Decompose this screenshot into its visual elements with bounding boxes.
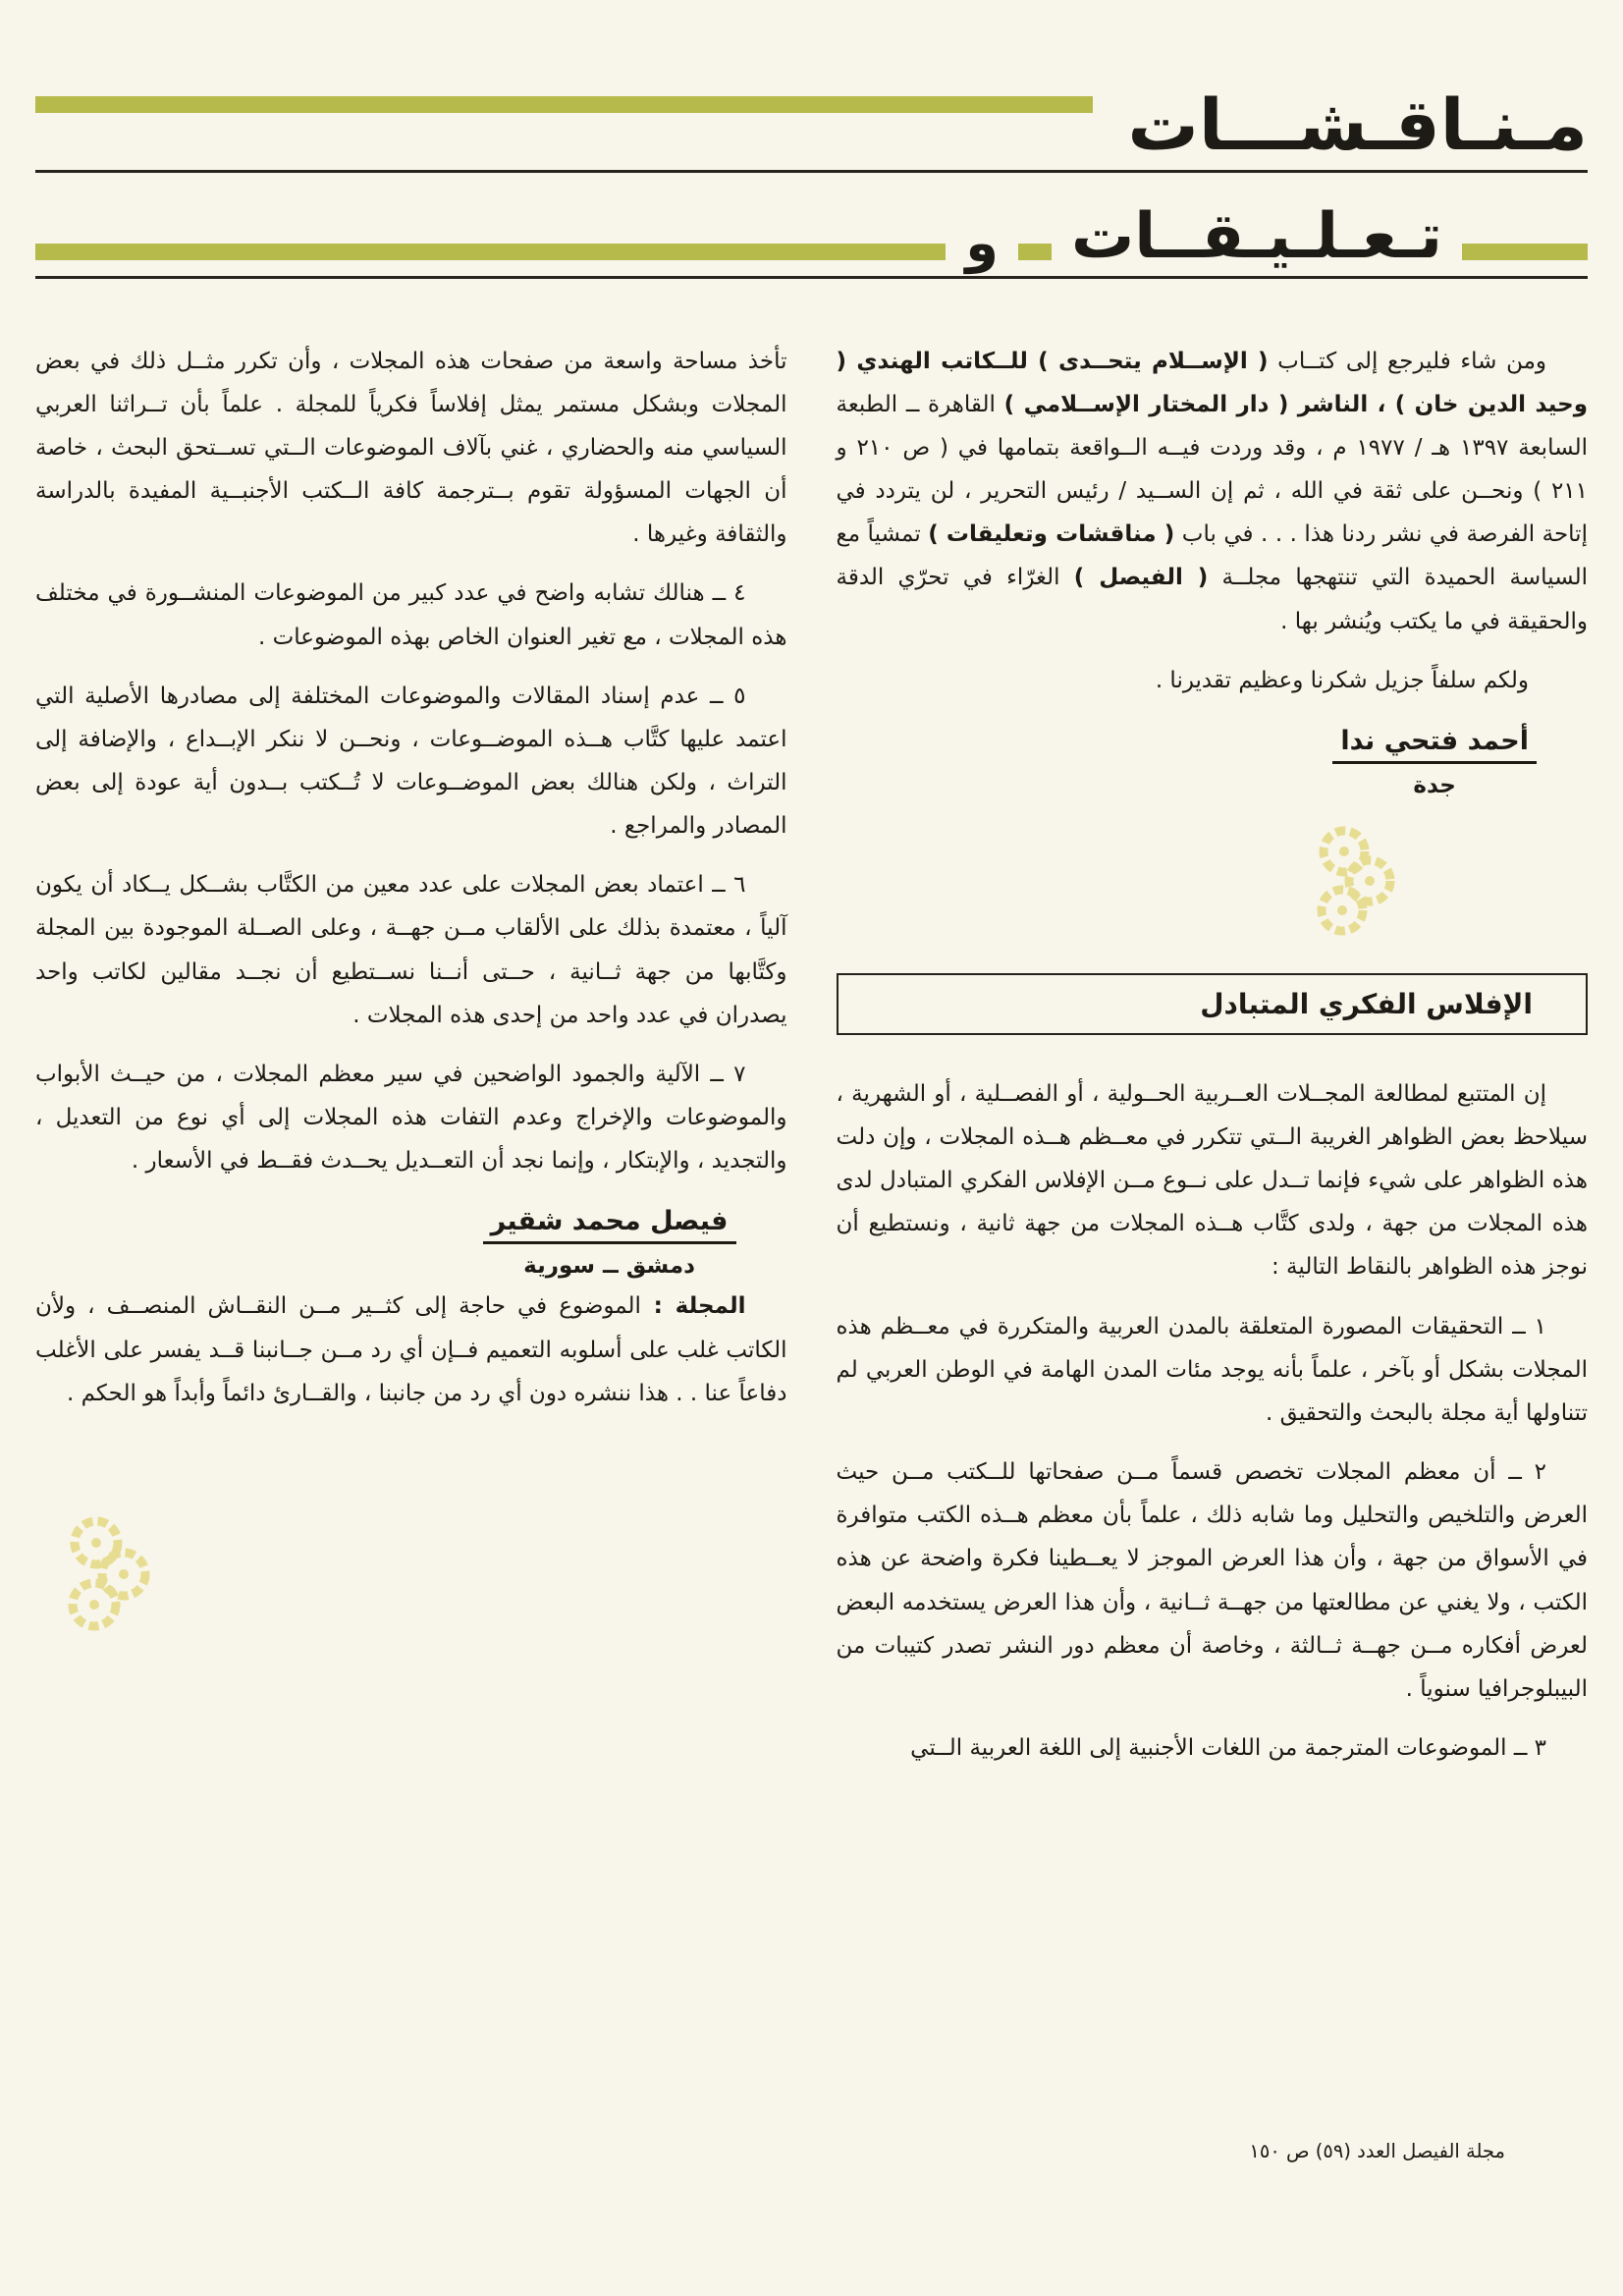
- numbered-item-5: ٥ ــ عدم إسناد المقالات والموضوعات المختلفة إلى مصادرها الأصلية التي اعتمد عليها كتَّاب هــذه الموضــوعات ، ونحــن لا ننكر الإبــداع ، والإضافة إلى التراث ، ولكن هنالك بعض الموضــوعات لا تُــكتب بــدون أية عودة إلى بعض المصادر والمراجع .: [35, 683, 787, 840]
- signature-block-faisal: [35, 1206, 736, 1279]
- signature-block-ahmad: [837, 726, 1538, 798]
- floral-ornament-icon: [1305, 824, 1403, 940]
- numbered-item-7: ٧ ــ الآلية والجمود الواضحين في سير معظم المجلات ، من حيــث الأبواب والموضوعات والإخراج وعدم التفات هذه المجلات إلى أي نوع من التعديل ، والتجديد ، والإبتكار ، وإنما نجد أن التعــديل يحــدث فقــط في الأسعار .: [35, 1061, 787, 1175]
- waw-conjunction: و: [965, 211, 999, 274]
- numbered-item-2: ٢ ــ أن معظم المجلات تخصص قسماً مــن صفحاتها للــكتب مــن حيث العرض والتلخيص والتحليل وما شابه ذلك ، علماً بأن معظم هــذه الكتب متوافرة في الأسواق من جهة ، وأن هذا العرض الموجز لا يعــطينا فكرة واضحة عن هذه الكتب ، ولا يغني عن مطالعتها من جهــة ثــانية ، وأن هذا العرض يستخدمه البعض لعرض أفكاره مــن جهــة ثــالثة ، وخاصة أن معظم دور النشر تصدر كتيبات من البيبلوجرافيا سنوياً .: [836, 1459, 1588, 1702]
- section-title-taliqat: تـعـلـيـقــات: [1070, 200, 1442, 274]
- editor-reply-paragraph: المجلة : الموضوع في حاجة إلى كثــير مــن النقــاش المنصــف ، ولأن الكاتب غلب على أسلوبه التعميم فــإن أي رد مــن جــانبنا قــد يفسر على الأغلب دفاعاً عنا . . هذا ننشره دون أي رد من جانبنا ، والقــارئ دائماً وأبداً هو الحكم .: [35, 1293, 787, 1406]
- section-intro-paragraph: إن المتتبع لمطالعة المجــلات العــربية الحــولية ، أو الفصــلية ، أو الشهرية ، سيلاحظ بعض الظواهر الغريبة الــتي تتكرر في معــظم هــذه المجلات ، وإن دلت هذه الظواهر على شيء فإنما تــدل على نــوع مــن الإفلاس الفكري المتبادل لدى هذه المجلات من جهة ، ولدى كتَّاب هــذه المجلات من جهة ثانية ، ونستطيع أن نوجز هذه الظواهر بالنقاط التالية :: [836, 1080, 1588, 1281]
- olive-bar-top: [35, 96, 1093, 113]
- header-rule-1: [35, 170, 1588, 173]
- right-column: [837, 340, 1589, 1786]
- olive-bar-left: [35, 244, 946, 260]
- signature-place: دمشق ــ سورية: [523, 1253, 695, 1280]
- olive-square-separator: [1018, 244, 1052, 260]
- page-footer-reference: مجلة الفيصل العدد (٥٩) ص ١٥٠: [1249, 2140, 1505, 2162]
- section-header: [35, 0, 1588, 279]
- boxed-heading-intellectual-bankruptcy: الإفلاس الفكري المتبادل: [837, 973, 1589, 1035]
- letter-intro-paragraph: ومن شاء فليرجع إلى كتــاب ( الإســلام يتحــدى ) للــكاتب الهندي ( وحيد الدين خان ) ، الناشر ( دار المختار الإســلامي ) القاهرة ــ الطبعة السابعة ١٣٩٧ هـ / ١٩٧٧ م ، وقد وردت فيــه الــواقعة بتمامها في ( ص ٢١٠ و ٢١١ ) ونحــن على ثقة في الله ، ثم إن الســيد / رئيس التحرير ، لن يتردد في إتاحة الفرصة في نشر ردنا هذا . . . في باب ( مناقشات وتعليقات ) تمشياً مع السياسة الحميدة التي تنتهجها مجلــة ( الفيصل ) الغرّاء في تحرّي الدقة والحقيقة في ما يكتب ويُنشر بها .: [836, 348, 1589, 634]
- section-title-munaqashat: مـنـاقـشـــات: [1127, 83, 1588, 166]
- signature-name: فيصل محمد شقير: [483, 1206, 736, 1244]
- numbered-item-1: ١ ــ التحقيقات المصورة المتعلقة بالمدن العربية والمتكررة في معــظم هذه المجلات بشكل أو بآخر ، علماً بأنه يوجد مئات المدن الهامة في الوطن العربي لم تتناولها أية مجلة بالبحث والتحقيق .: [836, 1313, 1588, 1426]
- continuation-paragraph: تأخذ مساحة واسعة من صفحات هذه المجلات ، وأن تكرر مثــل ذلك في بعض المجلات وبشكل مستمر يمثل إفلاساً فكرياً للمجلة . علماً بأن تــراثنا العربي السياسي منه والحضاري ، غني بآلاف الموضوعات الــتي تســتحق البحث ، خاصة أن الجهات المسؤولة تقوم بــترجمة كافة الــكتب الأجنبــية المفيدة بالدراسة والثقافة وغيرها .: [35, 348, 787, 548]
- numbered-item-3: ٣ ــ الموضوعات المترجمة من اللغات الأجنبية إلى اللغة العربية الــتي: [910, 1735, 1546, 1762]
- olive-bar-right: [1462, 244, 1588, 260]
- ornament-wrapper-right: [837, 824, 1589, 944]
- left-column: [35, 340, 787, 1786]
- article-columns: [35, 340, 1588, 1786]
- signature-place: جدة: [1413, 772, 1456, 798]
- thanks-line: ولكم سلفاً جزيل شكرنا وعظيم تقديرنا .: [1155, 667, 1529, 693]
- numbered-item-4: ٤ ــ هنالك تشابه واضح في عدد كبير من الموضوعات المنشــورة في مختلف هذه المجلات ، مع تغير العنوان الخاص بهذه الموضوعات .: [35, 580, 787, 650]
- ornament-wrapper-left: [35, 1513, 787, 1639]
- header-rule-2: [35, 276, 1588, 279]
- floral-ornament-icon: [55, 1513, 157, 1635]
- numbered-item-6: ٦ ــ اعتماد بعض المجلات على عدد معين من الكتَّاب بشــكل يــكاد أن يكون آلياً ، معتمدة بذلك على الألقاب مــن جهــة ، وعلى الصــلة الموجودة بين المجلة وكتَّابها من جهة ثــانية ، حــتى أنــنا نســتطيع أن نجــد مقالين لكاتب واحد يصدران في عدد واحد من إحدى هذه المجلات .: [35, 872, 787, 1028]
- signature-name: أحمد فتحي ندا: [1332, 726, 1537, 764]
